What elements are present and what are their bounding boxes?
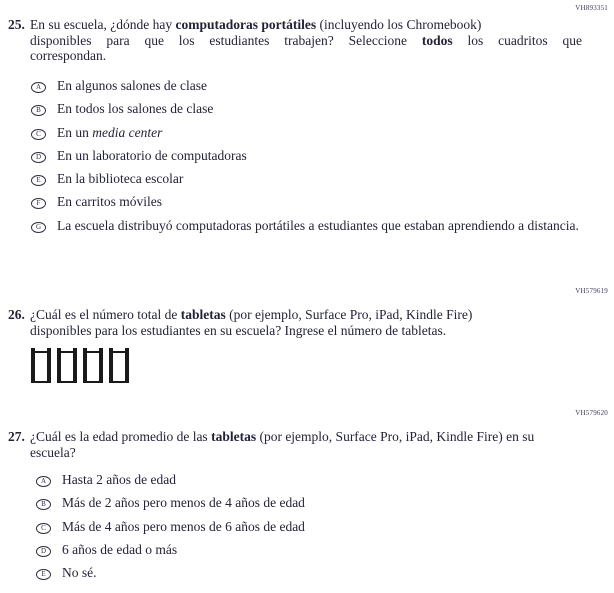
digit-entry-box-2[interactable] (57, 351, 77, 383)
prompt-line (30, 445, 582, 461)
bubble-letter: B (36, 106, 41, 115)
bubble-letter: C (36, 129, 41, 138)
prompt-text-bold: computadoras portátiles (175, 17, 317, 32)
answer-bubble-icon[interactable] (31, 152, 46, 163)
bubble-letter: E (41, 570, 46, 579)
option-label: La escuela distribuyó computadoras portátiles a estudiantes que estaban aprendiendo a distancia. (57, 217, 579, 233)
question-27-options (36, 473, 589, 589)
bubble-letter: G (35, 222, 42, 231)
bubble-letter: A (35, 83, 42, 91)
prompt-text: correspondan. (30, 48, 107, 63)
prompt-text: (incluyendo los Chromebook) (316, 17, 482, 32)
prompt-line (30, 17, 582, 33)
answer-bubble-icon[interactable] (36, 476, 51, 487)
answer-bubble-icon[interactable] (36, 523, 51, 534)
answer-option-27d[interactable] (36, 543, 589, 558)
answer-option-27e[interactable] (36, 566, 589, 581)
option-text-italic: media center (92, 124, 163, 140)
question-26-number: 26. (8, 307, 25, 322)
answer-option-25e[interactable] (31, 172, 589, 187)
digit-entry-box-1[interactable] (31, 351, 51, 383)
prompt-text: (por ejemplo, Surface Pro, iPad, Kindle Fire) (225, 307, 473, 322)
prompt-line (30, 48, 582, 64)
bubble-letter: E (36, 176, 41, 185)
prompt-line (30, 323, 582, 339)
option-label: En carritos móviles (57, 194, 162, 210)
option-text: En un (57, 124, 93, 140)
item-code-q25: VH893351 (575, 4, 608, 12)
answer-option-25b[interactable] (31, 102, 589, 117)
bubble-letter: B (41, 500, 46, 509)
digit-entry-box-3[interactable] (83, 351, 103, 383)
item-code-q27: VH579620 (575, 409, 608, 417)
prompt-line (30, 33, 582, 49)
option-label: 6 años de edad o más (62, 541, 178, 557)
answer-option-27a[interactable] (36, 473, 589, 488)
answer-bubble-icon[interactable] (31, 82, 46, 93)
item-code-q26: VH579619 (575, 287, 608, 295)
question-27-prompt (30, 429, 582, 460)
answer-bubble-icon[interactable] (31, 105, 46, 116)
option-label: Más de 4 años pero menos de 6 años de edad (62, 518, 305, 534)
prompt-text: ¿Cuál es el número total de (30, 307, 181, 322)
prompt-text-bold: tabletas (211, 429, 257, 444)
option-label: En la biblioteca escolar (57, 171, 184, 187)
answer-option-27b[interactable] (36, 496, 589, 511)
prompt-text-bold: todos (421, 32, 453, 48)
answer-bubble-icon[interactable] (36, 569, 51, 580)
bubble-letter: D (40, 546, 47, 555)
question-25-options (31, 79, 589, 242)
answer-bubble-icon[interactable] (36, 499, 51, 510)
option-label: En un laboratorio de computadoras (57, 147, 247, 163)
option-label (57, 126, 162, 141)
bubble-letter: A (40, 477, 47, 485)
answer-bubble-icon[interactable] (31, 222, 46, 233)
answer-option-25a[interactable] (31, 79, 589, 94)
tablet-count-input (31, 351, 135, 383)
option-label: Más de 2 años pero menos de 4 años de edad (62, 495, 305, 511)
prompt-text-bold: tabletas (180, 307, 226, 322)
bubble-letter: D (35, 152, 42, 161)
bubble-letter: F (36, 199, 41, 208)
question-26-prompt (30, 307, 582, 338)
answer-option-25g[interactable] (31, 219, 589, 234)
answer-bubble-icon[interactable] (31, 129, 46, 140)
prompt-text: (por ejemplo, Surface Pro, iPad, Kindle Fire) en su (256, 429, 535, 444)
answer-option-25d[interactable] (31, 149, 589, 164)
question-27-number: 27. (8, 429, 25, 444)
prompt-text: ¿Cuál es la edad promedio de las (30, 429, 212, 444)
answer-option-27c[interactable] (36, 520, 589, 535)
prompt-text: los cuadritos que (452, 32, 582, 48)
question-25-prompt (30, 17, 582, 64)
prompt-text: escuela? (30, 444, 76, 460)
answer-bubble-icon[interactable] (36, 546, 51, 557)
digit-entry-box-4[interactable] (109, 351, 129, 383)
option-label: En algunos salones de clase (57, 78, 207, 93)
option-label: En todos los salones de clase (57, 101, 214, 117)
prompt-text: disponibles para los estudiantes en su escuela? Ingrese el número de tabletas. (30, 322, 447, 338)
answer-option-25c[interactable] (31, 126, 589, 141)
prompt-line (30, 429, 582, 445)
question-25-number: 25. (8, 17, 25, 32)
option-label: No sé. (62, 565, 97, 581)
prompt-text: disponibles para que los estudiantes trabajen? Seleccione (30, 32, 422, 48)
answer-bubble-icon[interactable] (31, 198, 46, 209)
option-label: Hasta 2 años de edad (62, 472, 176, 487)
prompt-line (30, 307, 582, 323)
bubble-letter: C (41, 523, 46, 532)
answer-bubble-icon[interactable] (31, 175, 46, 186)
prompt-text: En su escuela, ¿dónde hay (30, 17, 176, 32)
answer-option-25f[interactable] (31, 195, 589, 210)
